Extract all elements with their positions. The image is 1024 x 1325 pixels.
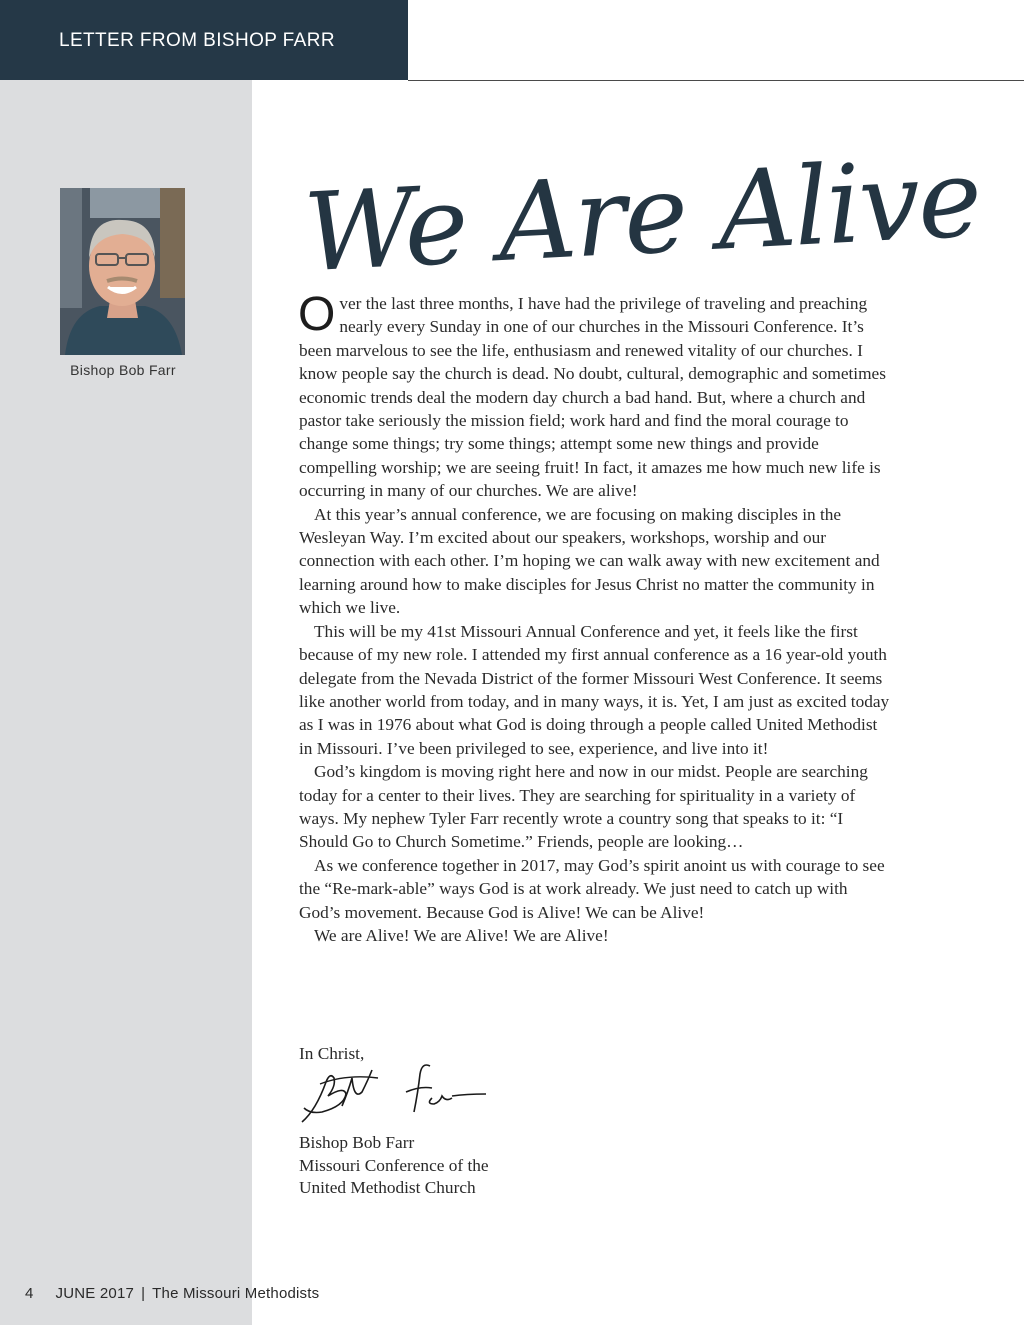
portrait-image <box>60 188 185 355</box>
signer-block <box>299 1132 489 1200</box>
title-text: We Are Alive <box>301 136 983 297</box>
article-title <box>298 130 983 297</box>
footer-separator: | <box>141 1285 146 1302</box>
issue-date: JUNE 2017 <box>55 1285 135 1302</box>
paragraph-2: At this year’s annual conference, we are focusing on making disciples in the Wesleyan Way. I’m excited about our speakers, workshops, worship and our connection with each other. I’m hoping we can walk away with new excitement and learning around how to make disciples for Jesus Christ no matter the community in which we live. <box>299 504 880 618</box>
section-header-label: LETTER FROM BISHOP FARR <box>59 30 335 51</box>
signer-org-line-1: Missouri Conference of the <box>299 1155 489 1175</box>
paragraph-4: God’s kingdom is moving right here and now in our midst. People are searching today for a center to their lives. They are searching for spirituality in a variety of ways. My nephew Tyler Farr recently wrote a country song that speaks to it: “I Should Go to Church Sometime.” Friends, people are looking… <box>299 762 868 852</box>
paragraph-3: This will be my 41st Missouri Annual Conference and yet, it feels like the first because of my new role. I attended my first annual conference as a 16 year-old youth delegate from the Nevada District of the former Missouri West Conference. It seems like another world from today, and in many ways, it is. Yet, I am just as excited today as I was in 1976 about what God is doing through a people called United Methodist in Missouri. I’ve been privileged to see, experience, and live into it! <box>299 621 890 758</box>
signer-name: Bishop Bob Farr <box>299 1133 415 1152</box>
paragraph-6: We are Alive! We are Alive! We are Alive! <box>314 925 609 945</box>
handwritten-signature <box>296 1052 496 1130</box>
paragraph-1-text: ver the last three months, I have had the privilege of traveling and preaching nearly every Sunday in one of our churches in the Missouri Conference. It’s been marvelous to see the life, enthusiasm and renewed vitality of our churches. I know people say the church is dead. No doubt, cultural, demographic and sometimes economic trends deal the modern day church a bad hand. But, where a church and pastor take seriously the mission field; work hard and find the moral courage to change some things; try some things; attempt some new things and provide compelling worship; we are seeing fruit! In fact, it amazes me how much new life is occurring in many of our churches. We are alive! <box>299 294 886 501</box>
paragraph-5: As we conference together in 2017, may God’s spirit anoint us with courage to see the “Re-mark-able” ways God is at work already. We just need to catch up with God’s movement. Because God is Alive! We can be Alive! <box>299 855 885 922</box>
publication-name: The Missouri Methodists <box>152 1285 320 1302</box>
header-divider <box>408 80 1024 81</box>
page-number: 4 <box>25 1285 34 1302</box>
closing-salutation: In Christ, <box>299 1044 365 1063</box>
signer-org-line-2: United Methodist Church <box>299 1178 476 1197</box>
paragraph-1 <box>298 288 891 503</box>
page-footer <box>25 1285 319 1302</box>
drop-cap: O <box>298 288 336 341</box>
photo-caption: Bishop Bob Farr <box>70 362 176 378</box>
article-body <box>298 288 891 947</box>
section-header-band <box>0 0 408 80</box>
author-photo <box>60 188 185 355</box>
